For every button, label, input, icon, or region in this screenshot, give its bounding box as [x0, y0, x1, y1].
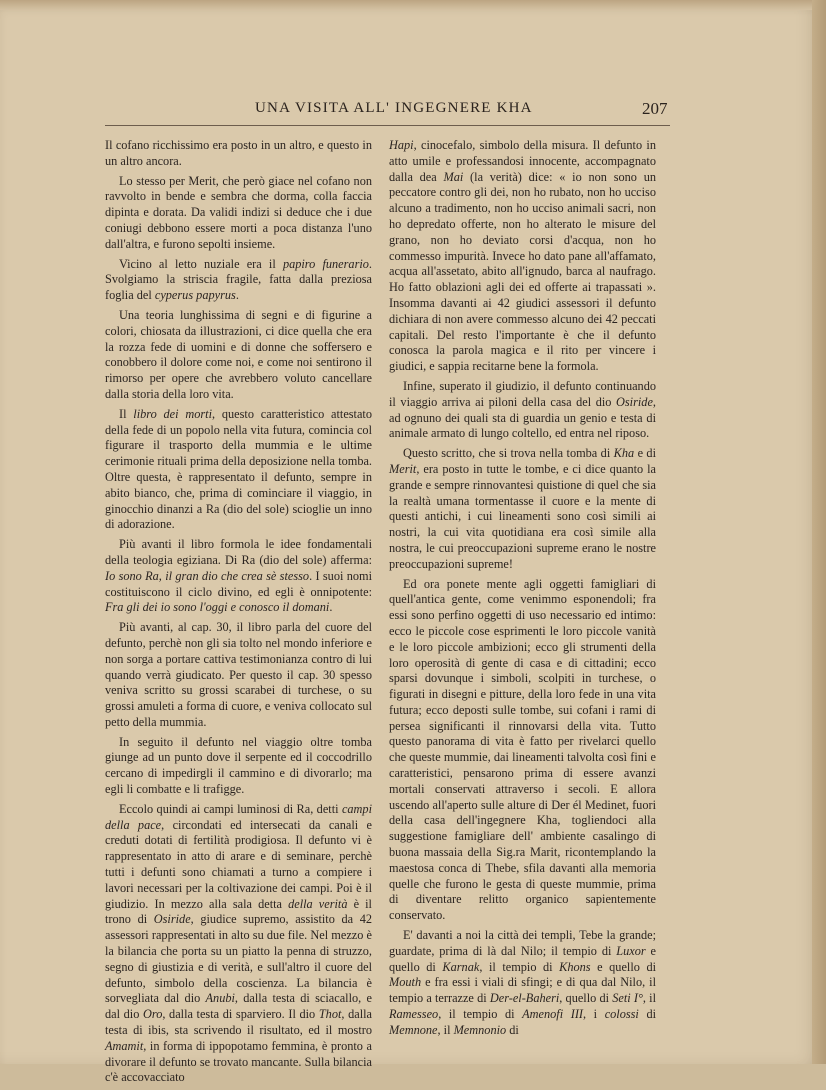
paragraph: Hapi, cinocefalo, simbolo della misura. Il defunto in atto umile e professandosi innocente, accompagnato dalla dea Mai (la verità) dice: « io non sono un peccatore contro gli dei, non ho rubato, non ho ucciso alcuno a tradimento, non ho ucciso animali sacri, non ho depredato offerte, non ho alterato le misure del grano, non ho deviato corsi d'acqua, non ho commesso impurità. Invece ho dato pane all'affamato, acqua all'assetato, abito all'ignudo, barca al naufrago. Ho fatto oblazioni agli dei ed offerte ai trapassati ». Insomma davanti ai 42 giudici assessori il defunto dichiara di non avere commesso alcuno dei 42 peccati capitali. Del resto l'importante è che il defunto conosca la parola magica e il rito per vincere i giudici, e sappia recitarne bene la formola.	[389, 138, 656, 374]
page-right-edge	[812, 0, 826, 1064]
paragraph: Infine, superato il giudizio, il defunto continuando il viaggio arriva ai piloni della casa del dio Osiride, ad ognuno dei quali sta di guardia un genio e testa di animale armato di lungo coltello, ed entra nel riposo.	[389, 378, 656, 441]
paragraph: Vicino al letto nuziale era il papiro funerario. Svolgiamo la striscia fragile, fatta dalla preziosa foglia del cyperus papyrus.	[105, 256, 372, 303]
paragraph: Eccolo quindi ai campi luminosi di Ra, detti campi della pace, circondati ed intersecati da canali e creduti dotati di fertilità prodigiosa. Il defunto vi è rappresentato in atto di arare e di seminare, perchè tutti i defunti sono chiamati a turno a compiere i lavori necessari per la coltivazione dei campi. Poi è il giudizio. In mezzo alla sala detta della verità è il trono di Osiride, giudice supremo, assistito da 42 assessori rappresentati in alto su due file. Nel mezzo è la bilancia che porta su un piatto la penna di struzzo, segno di giustizia e di verità, e sull'altro il cuore del defunto, simbolo della coscienza. La bilancia è sorvegliata dal dio Anubi, dalla testa di sciacallo, e dal dio Oro, dalla testa di sparviero. Il dio Thot, dalla testa di ibis, sta scrivendo il risultato, ed il mostro Amamit, in forma di ippopotamo femmina, è pronto a divorare il defunto se trovato mancante. Sulla bilancia c'è accovacciato	[105, 801, 372, 1085]
text-column-right	[389, 138, 656, 1043]
paragraph: Più avanti, al cap. 30, il libro parla del cuore del defunto, perchè non gli sia tolto nel mondo inferiore e non sorga a portare cattiva testimonianza contro di lui quando verrà giudicato. Per questo il cap. 30 spesso veniva scritto su grossi scarabei di turchese, o su grossi amuleti a forma di cuore, e veniva collocato sul petto della mummia.	[105, 620, 372, 729]
paragraph: Lo stesso per Merit, che però giace nel cofano non ravvolto in bende e sembra che dorma, colla faccia dipinta e dorata. Da validi indizi si deduce che i due coniugi debbono essere morti a poca distanza l'uno dall'altra, e furono sepolti insieme.	[105, 173, 372, 251]
paragraph: Ed ora ponete mente agli oggetti famigliari di quell'antica gente, come venimmo esponendoli; fra essi sono perfino oggetti di uso necessario ed intimo: ecco le piccole cose esprimenti le loro piccole vanità e le loro piccole ambizioni; ecco gli strumenti della loro operosità di gente di casa e di cittadini; ecco sparsi dovunque i simboli, scolpiti in turchese, o figurati in disegni e pitture, della loro fede in una vita futura; ecco deposti sulle tombe, sui cofani i rami di persea significanti il rinnovarsi della vita. Tutto questo panorama di vita è fatto per rivelarci quello che queste mummie, dai lineamenti talvolta così fini e caratteristici, pensarono prima di essere avanzi mortali conservati attraverso i secoli. E allora uscendo all'aperto sulle alture di Der él Medinet, fuori della casa dell'ingegnere Kha, togliendoci alla suggestione famigliare dell' ambiente casalingo di buona massaia della Sig.ra Marit, ricontemplando la maestosa conca di Thebe, sfila davanti alla memoria quelle che furono le gesta di queste mummie, prima di diventare relitto organico sapientemente conservato.	[389, 576, 656, 923]
paragraph: Più avanti il libro formola le idee fondamentali della teologia egiziana. Di Ra (dio del sole) afferma: Io sono Ra, il gran dio che crea sè stesso. I suoi nomi costituiscono il ciclo divino, ed egli è onnipotente: Fra gli dei io sono l'oggi e conosco il domani.	[105, 537, 373, 615]
running-head: UNA VISITA ALL' INGEGNERE KHA	[255, 100, 533, 116]
paragraph: E' davanti a noi la città dei templi, Tebe la grande; guardate, prima di là dal Nilo; il tempio di Luxor e quello di Karnak, il tempio di Khons e quello di Mouth e fra essi i viali di sfingi; e di qua dal Nilo, il tempio a terrazze di Der-el-Baheri, quello di Seti I°, il Ramesseo, il tempio di Amenofi III, i colossi di Memnone, il Memnonio di	[389, 928, 657, 1037]
paragraph: Il libro dei morti, questo caratteristico attestato della fede di un popolo nella vita futura, comincia col figurare il trasporto della mummia e le ultime cerimonie rituali prima della deposizione nella tomba. Oltre questa, è rappresentato il defunto, sempre in abito bianco, che, prima di cominciare il viaggio, in ginocchio dinanzi a Ra (dio del sole) scioglie un inno di adorazione.	[105, 406, 372, 532]
page-number: 207	[642, 99, 668, 118]
paragraph: Il cofano ricchissimo era posto in un altro, e questo in un altro ancora.	[105, 138, 372, 168]
header-rule	[105, 125, 670, 126]
page-top-edge	[0, 0, 826, 10]
paragraph: Questo scritto, che si trova nella tomba di Kha e di Merit, era posto in tutte le tombe, e ci dice quanto la grande e sempre rinnovantesi quistione di quel che sia la realtà umana tormentasse il cuore e la mente di questi antichi, i cui lineamenti sono così simili ai nostri, la cui vita quotidiana era così simile alla nostra, le cui preoccupazioni supreme erano le nostre preoccupazioni supreme!	[389, 446, 656, 571]
paragraph: In seguito il defunto nel viaggio oltre tomba giunge ad un punto dove il serpente ed il coccodrillo cercano di impedirgli il cammino e di divorarlo; ma egli li combatte e li trafigge.	[105, 734, 372, 797]
text-column-left	[105, 138, 372, 1090]
paragraph: Una teoria lunghissima di segni e di figurine a colori, chiosata da illustrazioni, ci dice quella che era la rozza fede di uomini e di donne che soffersero e conobbero il dolore come noi, e come noi sentirono il rimorso per opere che avrebbero voluto cancellare dalla storia della loro vita.	[105, 307, 372, 401]
